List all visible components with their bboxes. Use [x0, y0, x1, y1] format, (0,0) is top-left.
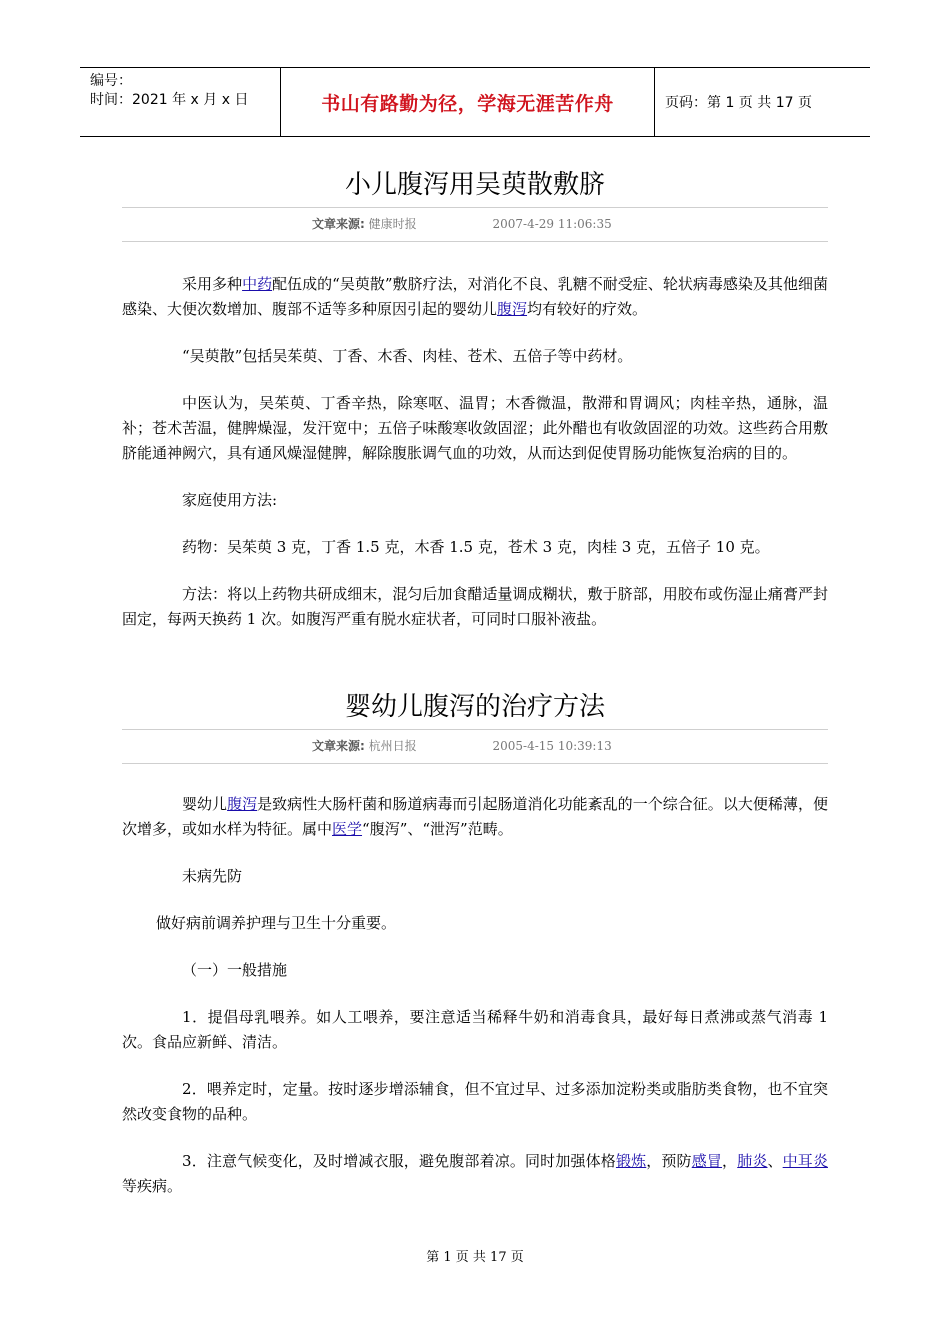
paragraph: 未病先防 [182, 867, 243, 885]
paragraph: 婴幼儿腹泻是致病性大肠杆菌和肠道病毒而引起肠道消化功能紊乱的一个综合征。以大便稀薄，便次增多，或如水样为特征。属中医学“腹泻”、“泄泻”范畴。 [122, 795, 828, 838]
paragraph: 家庭使用方法: [182, 491, 278, 509]
divider [122, 763, 828, 764]
link-fuxie[interactable]: 腹泻 [227, 795, 258, 813]
paragraph: 中医认为，吴茱萸、丁香辛热，除寒呕、温胃；木香微温，散滞和胃调风；肉桂辛热，通脉，温补；苍术苦温，健脾燥湿，发汗宽中；五倍子味酸寒收敛固涩；此外醋也有收敛固涩的功效。这些药合用敷脐能通神阙穴，具有通风燥湿健脾，解除腹胀调气血的功效，从而达到促使胃肠功能恢复治病的目的。 [122, 394, 828, 462]
paragraph: 药物：吴茱萸 3 克，丁香 1.5 克，木香 1.5 克，苍术 3 克，肉桂 3 克，五倍子 10 克。 [182, 538, 770, 556]
article-title: 婴幼儿腹泻的治疗方法 [344, 692, 605, 722]
paragraph: 方法：将以上药物共研成细末，混匀后加食醋适量调成糊状，敷于脐部，用胶布或伤湿止痛膏严封固定，每两天换药 1 次。如腹泻严重有脱水症状者，可同时口服补液盐。 [122, 585, 828, 628]
number-label: 编号： [90, 73, 132, 89]
article-1 [122, 168, 828, 632]
link-zhongyao[interactable]: 中药 [242, 275, 273, 293]
paragraph: 采用多种中药配伍成的“吴萸散”敷脐疗法，对消化不良、乳糖不耐受症、轮状病毒感染及其他细菌感染、大便次数增加、腹部不适等多种原因引起的婴幼儿腹泻均有较好的疗效。 [122, 275, 828, 318]
publish-date: 2007-4-29 11:06:35 [492, 217, 612, 231]
paragraph: 做好病前调养护理与卫生十分重要。 [156, 914, 397, 932]
link-feiyan[interactable]: 肺炎 [737, 1152, 768, 1170]
link-zhongeryan[interactable]: 中耳炎 [782, 1152, 828, 1170]
paragraph: 3．注意气候变化，及时增减衣服，避免腹部着凉。同时加强体格锻炼，预防感冒，肺炎、中耳炎等疾病。 [122, 1152, 828, 1195]
link-fuxie[interactable]: 腹泻 [497, 300, 528, 318]
article-meta [122, 730, 828, 763]
paragraph: “吴萸散”包括吴茱萸、丁香、木香、肉桂、苍术、五倍子等中药材。 [182, 347, 633, 365]
article-meta [122, 208, 828, 241]
header-meta [80, 68, 281, 136]
header-page-info: 页码：第 1 页 共 17 页 [665, 95, 812, 111]
source-name: 健康时报 [368, 217, 417, 231]
paragraph: 1．提倡母乳喂养。如人工喂养，要注意适当稀释牛奶和消毒食具，最好每日煮沸或蒸气消毒 1 次。食品应新鲜、清洁。 [122, 1008, 828, 1051]
header-motto: 书山有路勤为径，学海无涯苦作舟 [281, 68, 655, 136]
link-ganmao[interactable]: 感冒 [691, 1152, 723, 1170]
article-2 [122, 690, 828, 1199]
time-label: 时间：2021 年 x 月 x 日 [90, 92, 249, 108]
divider [122, 241, 828, 242]
source-label: 文章来源: [312, 739, 365, 753]
paragraph: 2．喂养定时，定量。按时逐步增添辅食，但不宜过早、过多添加淀粉类或脂肪类食物，也不宜突然改变食物的品种。 [122, 1080, 828, 1123]
paragraph: （一）一般措施 [182, 961, 288, 979]
page-footer: 第 1 页 共 17 页 [426, 1250, 524, 1265]
source-name: 杭州日报 [368, 739, 417, 753]
publish-date: 2005-4-15 10:39:13 [492, 739, 612, 753]
source-label: 文章来源: [312, 217, 365, 231]
document-header [80, 67, 870, 137]
article-title: 小儿腹泻用吴萸散敷脐 [344, 170, 605, 200]
link-duanlian[interactable]: 锻炼 [615, 1152, 647, 1170]
link-yixue[interactable]: 医学 [332, 820, 363, 838]
